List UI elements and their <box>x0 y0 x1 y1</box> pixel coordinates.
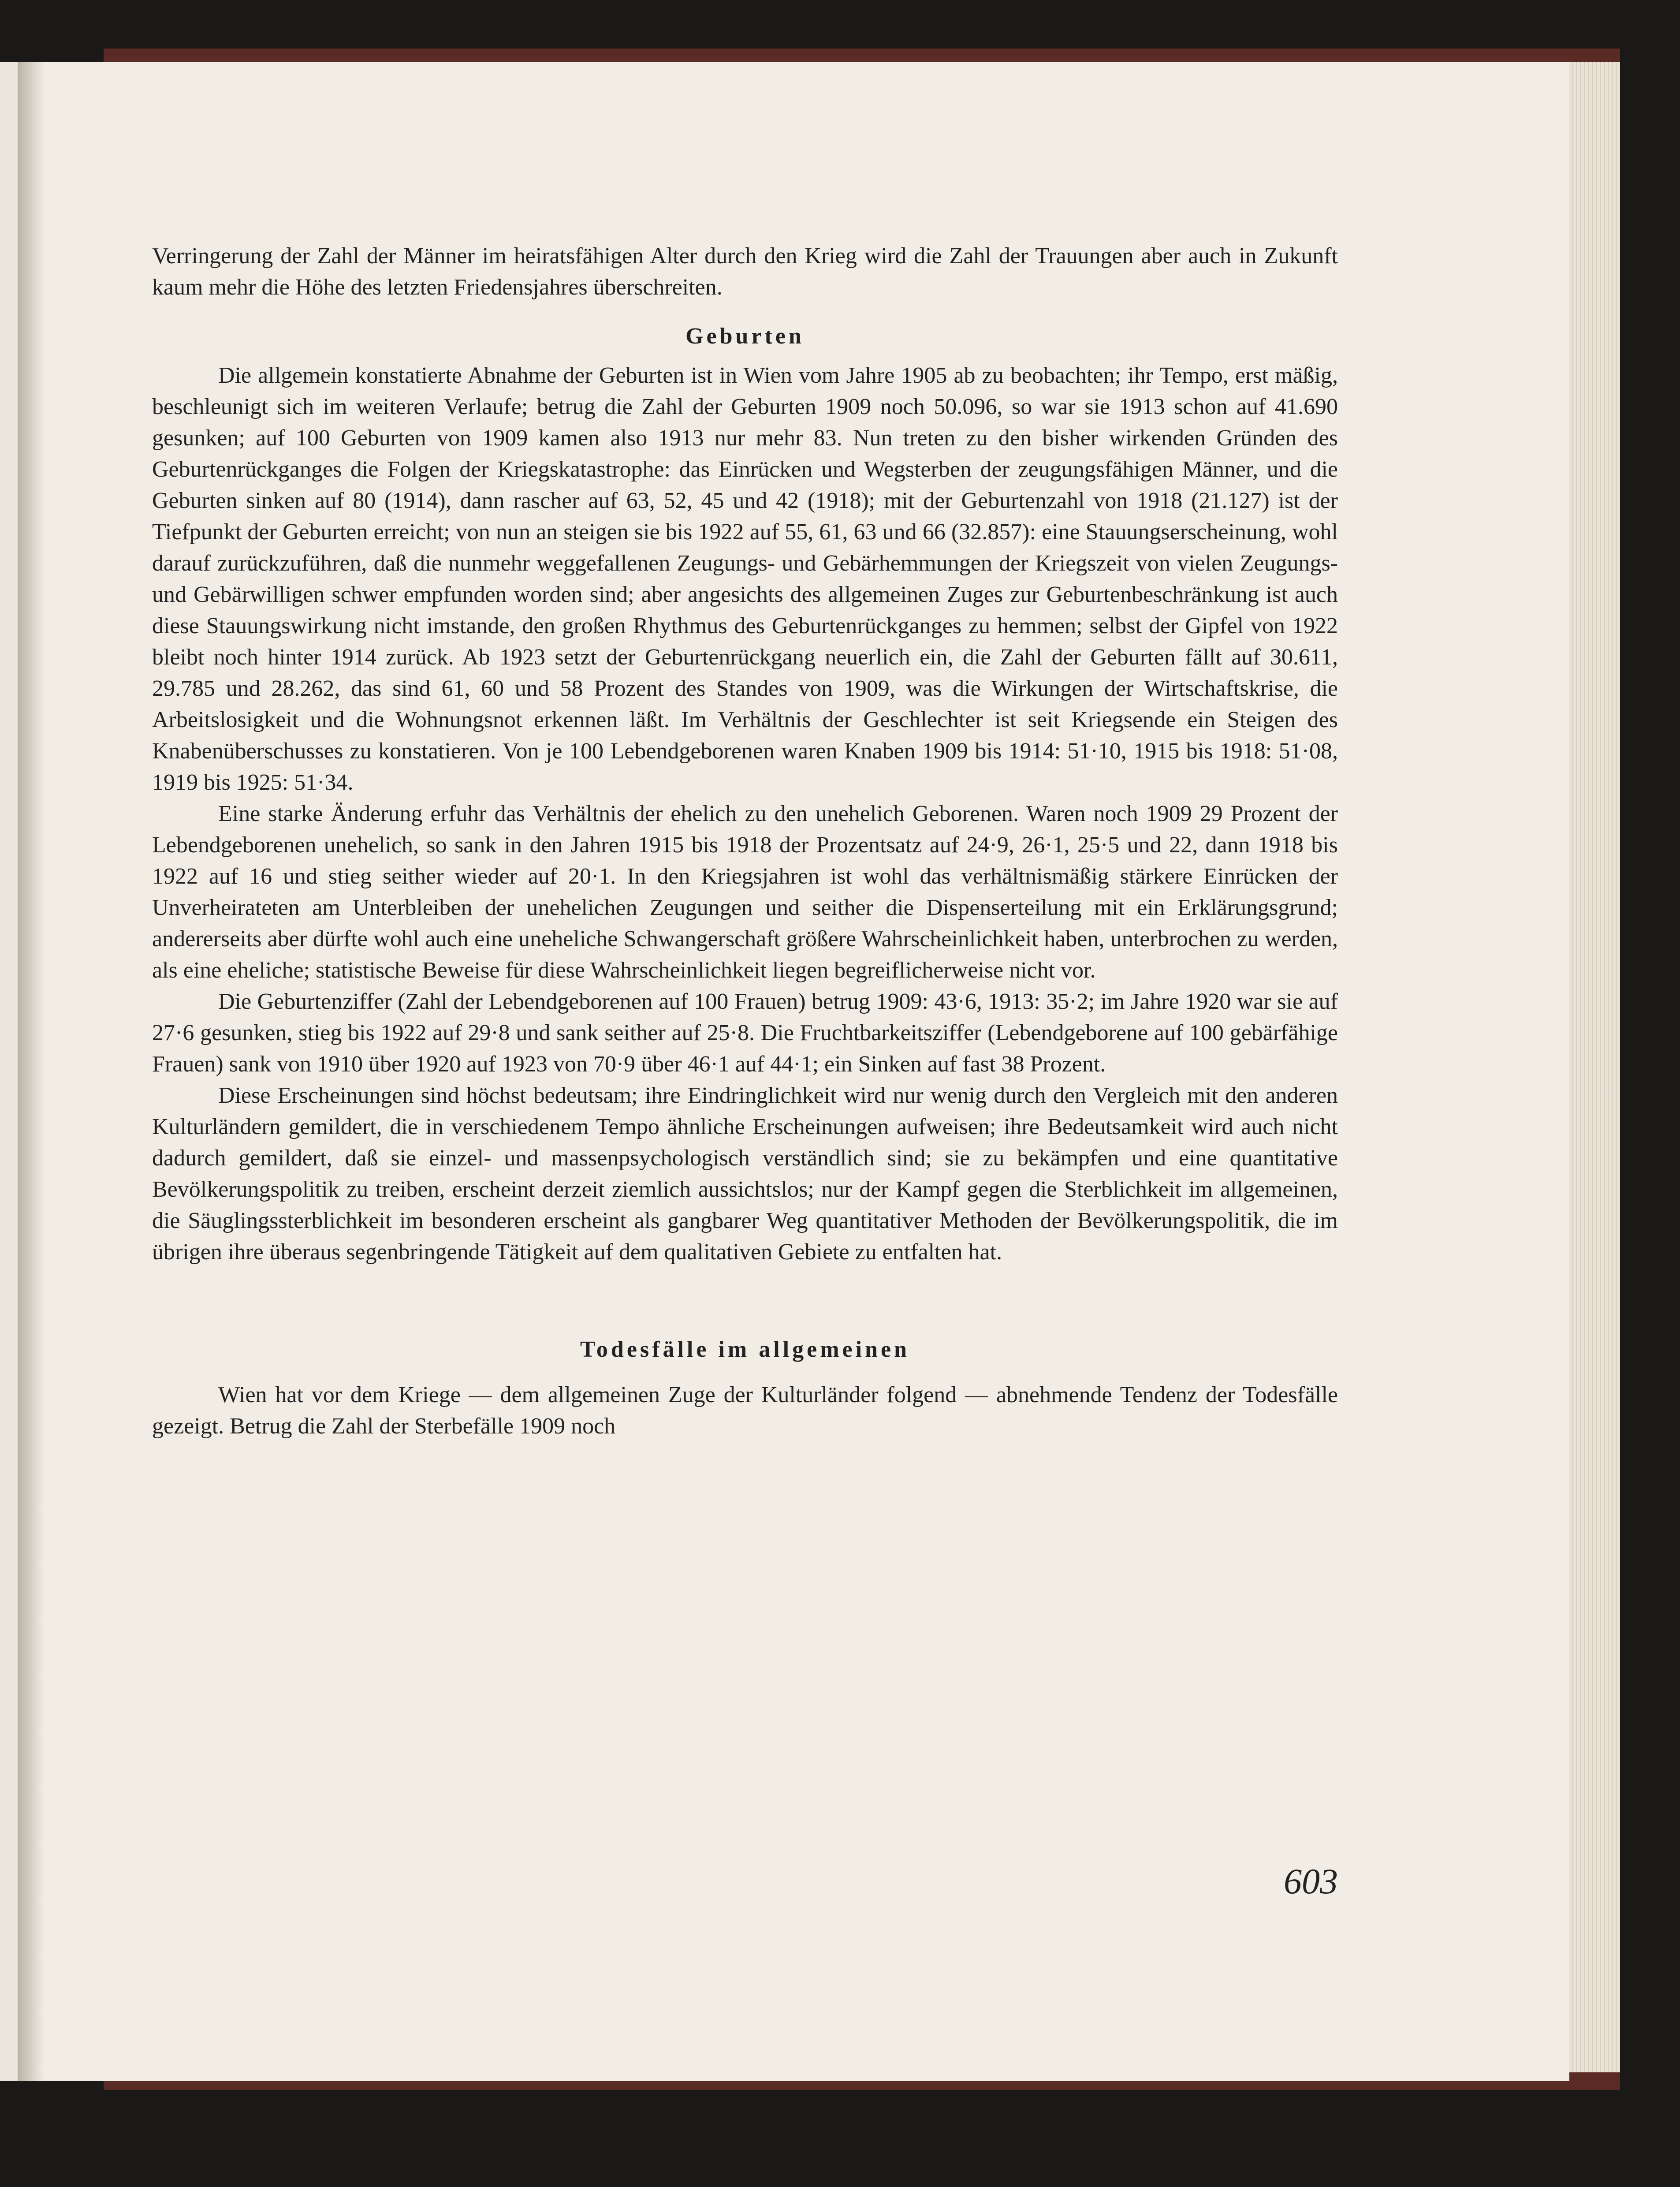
binding-shadow <box>18 62 44 2081</box>
page-edges <box>1569 62 1620 2072</box>
illegitimacy-paragraph: Eine starke Änderung erfuhr das Verhältnis der ehelich zu den unehelich Geborenen. Waren noch 1909 29 Prozent der Lebendgeborenen unehelich, so sank in den Jahren 1915 bis 1918 der Prozentsatz auf 24·9, 26·1, 25·5 und 22, dann 1918 bis 1922 auf 16 und stieg seither wieder auf 20·1. In den Kriegsjahren ist wohl das verhältnismäßig stärkere Einrücken der Unverheirateten am Unterbleiben der unehelichen Zeugungen und seither die Dispenserteilung mit ein Erklärungsgrund; andererseits aber dürfte wohl auch eine uneheliche Schwangerschaft größere Wahrscheinlichkeit haben, unterbrochen zu werden, als eine eheliche; statistische Beweise für diese Wahrscheinlichkeit liegen begreiflicherweise nicht vor. <box>152 801 1338 983</box>
heading-births: Geburten <box>685 324 805 349</box>
book-page <box>18 62 1569 2081</box>
births-paragraph: Die allgemein konstatierte Abnahme der Geburten ist in Wien vom Jahre 1905 ab zu beobachten; ihr Tempo, erst mäßig, beschleunigt sich im weiteren Verlaufe; betrug die Zahl der Geburten 1909 noch 50.096, so war sie 1913 schon auf 41.690 gesunken; auf 100 Geburten von 1909 kamen also 1913 nur mehr 83. Nun treten zu den bisher wirkenden Gründen des Geburtenrückganges die Folgen der Kriegskatastrophe: das Einrücken und Wegsterben der zeugungsfähigen Männer, und die Geburten sinken auf 80 (1914), dann rascher auf 63, 52, 45 und 42 (1918); mit der Geburtenzahl von 1918 (21.127) ist der Tiefpunkt der Geburten erreicht; von nun an steigen sie bis 1922 auf 55, 61, 63 und 66 (32.857): eine Stauungserscheinung, wohl darauf zurückzuführen, daß die nunmehr weggefallenen Zeugungs- und Gebärhemmungen der Kriegszeit von vielen Zeugungs- und Gebärwilligen schwer empfunden worden sind; aber angesichts des allgemeinen Zuges zur Geburtenbeschränkung ist auch diese Stauungswirkung nicht imstande, den großen Rhythmus des Geburtenrückganges zu hemmen; selbst der Gipfel von 1922 bleibt noch hinter 1914 zurück. Ab 1923 setzt der Geburtenrückgang neuerlich ein, die Zahl der Geburten fällt auf 30.611, 29.785 und 28.262, das sind 61, 60 und 58 Prozent des Standes von 1909, was die Wirkungen der Wirtschaftskrise, die Arbeitslosigkeit und die Wohnungsnot erkennen läßt. Im Verhältnis der Geschlechter ist seit Kriegsende ein Steigen des Knabenüberschusses zu konstatieren. Von je 100 Lebendgeborenen waren Knaben 1909 bis 1914: 51·10, 1915 bis 1918: 51·08, 1919 bis 1925: 51·34. <box>152 363 1338 795</box>
deaths-paragraph: Wien hat vor dem Kriege — dem allgemeinen Zuge der Kulturländer folgend — abnehmende Tendenz der Todesfälle gezeigt. Betrug die Zahl der Sterbefälle 1909 noch <box>152 1382 1338 1439</box>
birthrate-paragraph: Die Geburtenziffer (Zahl der Lebendgeborenen auf 100 Frauen) betrug 1909: 43·6, 1913: 35·2; im Jahre 1920 war sie auf 27·6 gesunken, stieg bis 1922 auf 29·8 und sank seither auf 25·8. Die Fruchtbarkeitsziffer (Lebendgeborene auf 100 gebärfähige Frauen) sank von 1910 über 1920 auf 1923 von 70·9 über 46·1 auf 44·1; ein Sinken auf fast 38 Prozent. <box>152 989 1338 1077</box>
page-number: 603 <box>1284 1861 1338 1901</box>
significance-paragraph: Diese Erscheinungen sind höchst bedeutsam; ihre Eindringlichkeit wird nur wenig durch den Vergleich mit den anderen Kulturländern gemildert, die in verschiedenem Tempo ähnliche Erscheinungen aufweisen; ihre Bedeutsamkeit wird auch nicht dadurch gemildert, daß sie einzel- und massenpsychologisch verständlich sind; sie zu bekämpfen und eine quantitative Bevölkerungspolitik zu treiben, erscheint derzeit ziemlich aussichtslos; nur der Kampf gegen die Sterblichkeit im allgemeinen, die Säuglingssterblichkeit im besonderen erscheint als gangbarer Weg quantitativer Methoden der Bevölkerungspolitik, die im übrigen ihre überaus segenbringende Tätigkeit auf dem qualitativen Gebiete zu entfalten hat. <box>152 1083 1338 1265</box>
body-text <box>152 240 1338 1442</box>
facing-page-edge <box>0 62 18 2081</box>
intro-paragraph: Verringerung der Zahl der Männer im heiratsfähigen Alter durch den Krieg wird die Zahl der Trauungen aber auch in Zukunft kaum mehr die Höhe des letzten Friedensjahres überschreiten. <box>152 243 1338 300</box>
heading-deaths: Todesfälle im allgemeinen <box>580 1337 910 1362</box>
